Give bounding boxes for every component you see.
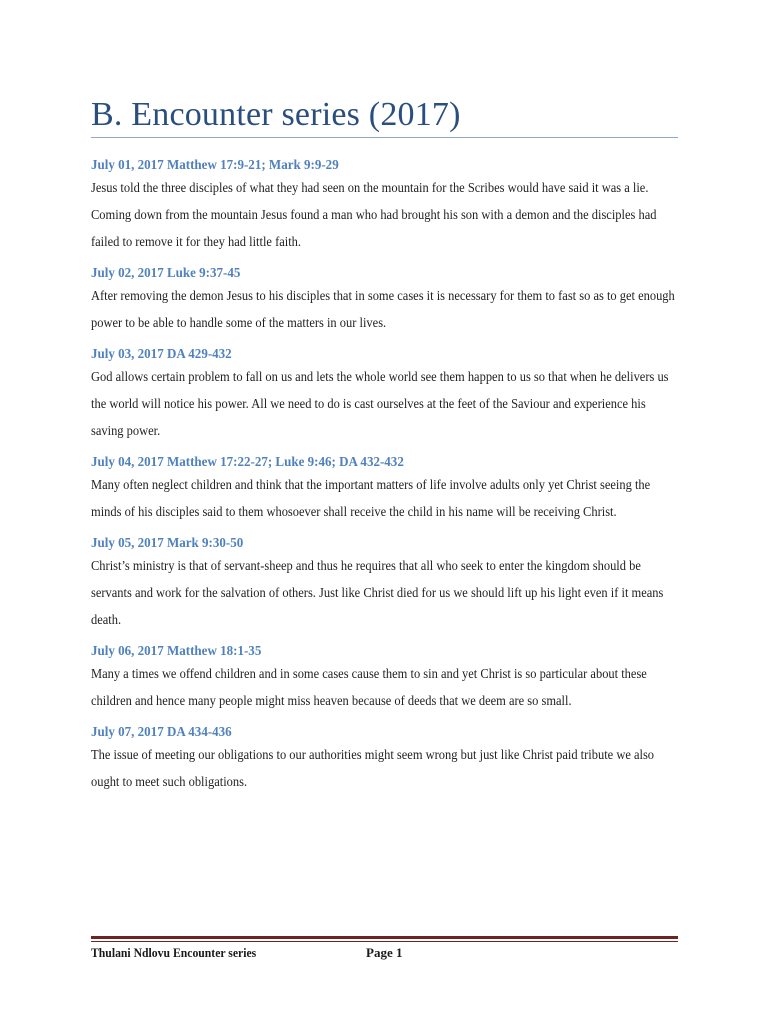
entry-heading: July 06, 2017 Matthew 18:1-35 bbox=[91, 644, 262, 659]
footer-series-name: Thulani Ndlovu Encounter series bbox=[91, 945, 257, 960]
entry bbox=[91, 723, 691, 796]
entry-body: Many often neglect children and think that the important matters of life involve adults only yet Christ seeing the minds of his disciples said to them whosoever shall receive the child in his name will be receiving Christ. bbox=[91, 478, 651, 520]
footer-page-number: Page 1 bbox=[366, 945, 403, 960]
entry bbox=[91, 345, 691, 445]
footer-rule-thick bbox=[91, 936, 678, 939]
entry-body: Christ’s ministry is that of servant-sheep and thus he requires that all who seek to enter the kingdom should be servants and work for the salvation of others. Just like Christ died for us we should lift up his light even if it means death. bbox=[91, 559, 664, 628]
entry bbox=[91, 264, 691, 337]
entry-body: After removing the demon Jesus to his disciples that in some cases it is necessary for them to fast so as to get enough power to be able to handle some of the matters in our lives. bbox=[91, 289, 675, 331]
entries-list bbox=[91, 156, 691, 804]
entry-body: God allows certain problem to fall on us and lets the whole world see them happen to us so that when he delivers us the world will notice his power. All we need to do is cast ourselves at the feet of the Saviour and experience his saving power. bbox=[91, 370, 669, 439]
entry-body: Many a times we offend children and in some cases cause them to sin and yet Christ is so particular about these children and hence many people might miss heaven because of deeds that we deem are so small. bbox=[91, 667, 647, 709]
entry-body: Jesus told the three disciples of what they had seen on the mountain for the Scribes would have said it was a lie. Coming down from the mountain Jesus found a man who had brought his son with a demon and the disciples had failed to remove it for they had little faith. bbox=[91, 181, 657, 250]
entry-heading: July 07, 2017 DA 434-436 bbox=[91, 725, 232, 740]
entry bbox=[91, 534, 691, 634]
entry-heading: July 02, 2017 Luke 9:37-45 bbox=[91, 266, 241, 281]
entry-body: The issue of meeting our obligations to our authorities might seem wrong but just like Christ paid tribute we also ought to meet such obligations. bbox=[91, 748, 655, 790]
entry-heading: July 01, 2017 Matthew 17:9-21; Mark 9:9-29 bbox=[91, 158, 339, 173]
page-title: B. Encounter series (2017) bbox=[91, 96, 461, 133]
footer-rule-thin bbox=[91, 941, 678, 942]
entry-heading: July 03, 2017 DA 429-432 bbox=[91, 347, 232, 362]
entry bbox=[91, 453, 691, 526]
entry bbox=[91, 156, 691, 256]
entry-heading: July 05, 2017 Mark 9:30-50 bbox=[91, 536, 244, 551]
entry bbox=[91, 642, 691, 715]
title-underline bbox=[91, 137, 678, 138]
entry-heading: July 04, 2017 Matthew 17:22-27; Luke 9:46; DA 432-432 bbox=[91, 455, 404, 470]
